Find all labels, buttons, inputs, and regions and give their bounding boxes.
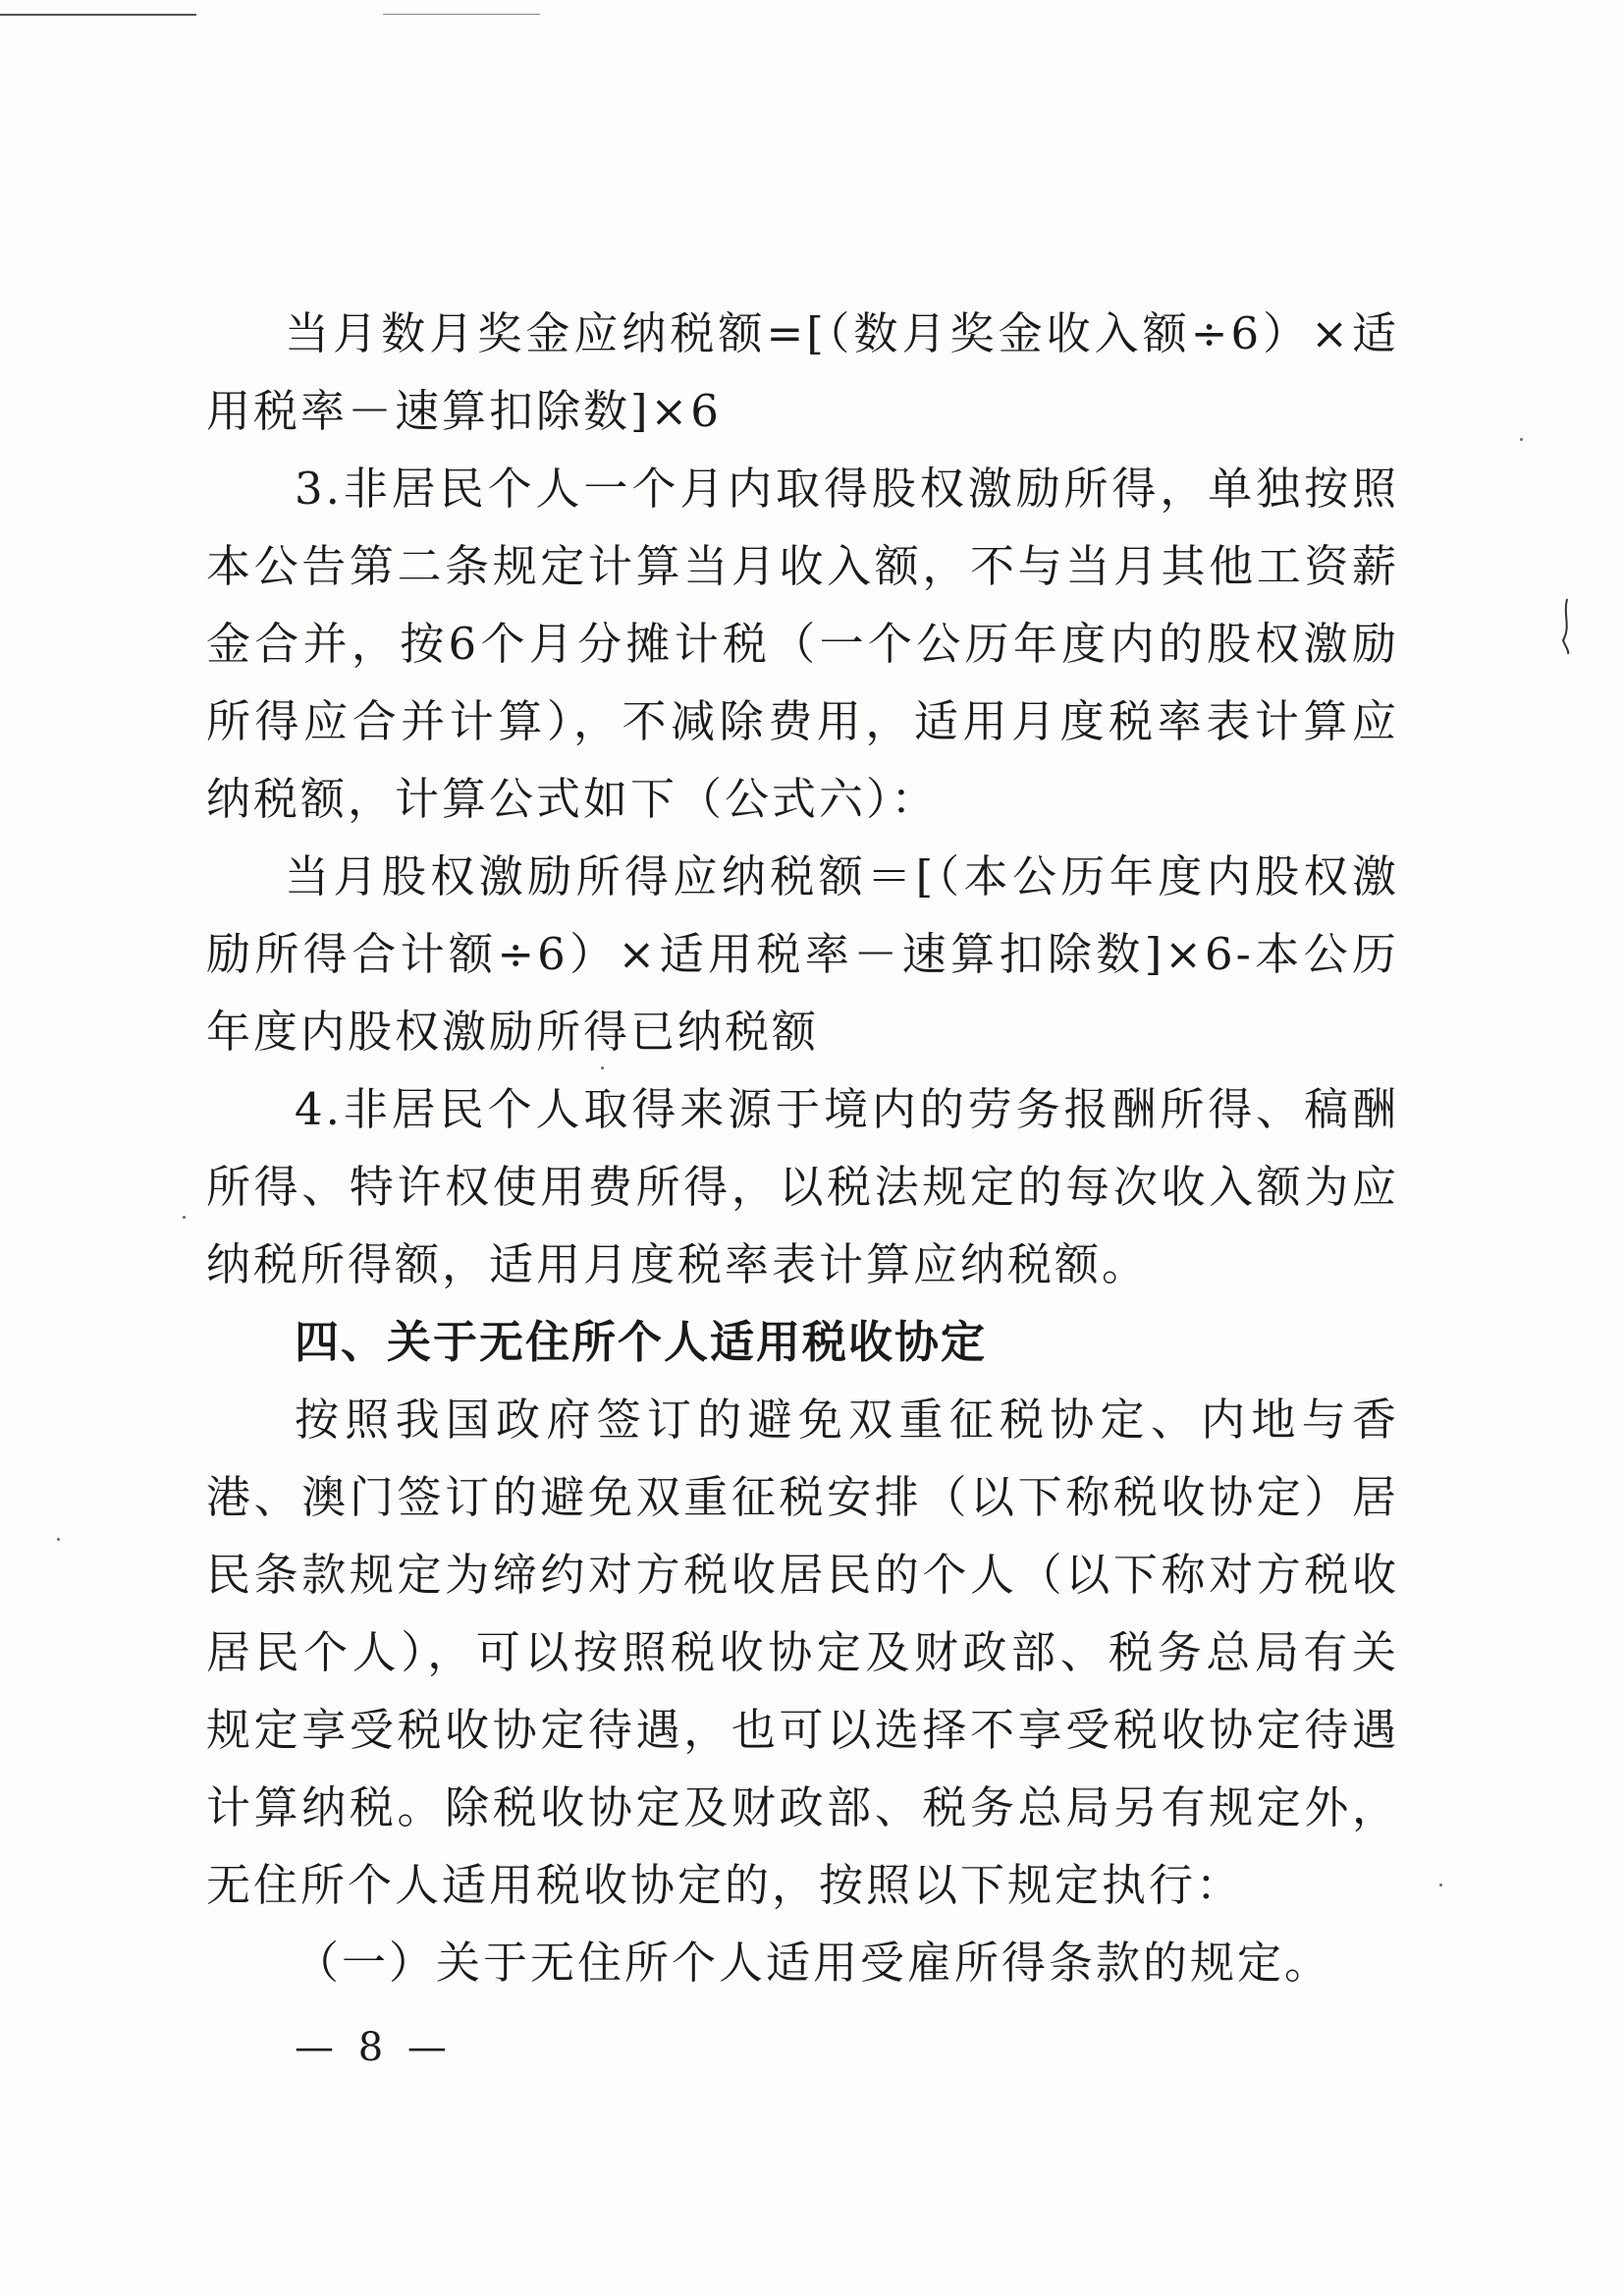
scan-speck [1520,438,1523,441]
scan-speck [1439,1884,1442,1886]
paragraph-item-3: 3.非居民个人一个月内取得股权激励所得，单独按照本公告第二条规定计算当月收入额，不与当月其他工资薪金合并，按6个月分摊计税（一个公历年度内的股权激励所得应合并计算），不减除费用，适用月度税率表计算应纳税额，计算公式如下（公式六）： [206,463,1399,825]
scan-artifact-line [383,14,540,15]
scan-speck [57,1538,60,1541]
scan-artifact-line [0,14,196,16]
paragraph-formula-bonus: 当月数月奖金应纳税额=[（数月奖金收入额÷6）×适用税率－速算扣除数]×6 [206,307,1399,437]
paragraph-item-4: 4.非居民个人取得来源于境内的劳务报酬所得、稿酬所得、特许权使用费所得，以税法规定的每次收入额为应纳税所得额，适用月度税率表计算应纳税额。 [206,1083,1399,1290]
paragraph-formula-equity: 当月股权激励所得应纳税额＝[（本公历年度内股权激励所得合计额÷6）×适用税率－速算扣除数]×6-本公历年度内股权激励所得已纳税额 [206,850,1399,1058]
page-number: — 8 — [295,2025,453,2070]
paragraph-section-4-body: 按照我国政府签订的避免双重征税协定、内地与香港、澳门签订的避免双重征税安排（以下称税收协定）居民条款规定为缔约对方税收居民的个人（以下称对方税收居民个人），可以按照税收协定及财政部、税务总局有关规定享受税收协定待遇，也可以选择不享受税收协定待遇计算纳税。除税收协定及财政部、税务总局另有规定外，无住所个人适用税收协定的，按照以下规定执行： [206,1394,1399,1911]
scan-speck [183,1216,186,1219]
paragraph-subsection-1: （一）关于无住所个人适用受雇所得条款的规定。 [295,1937,1332,1989]
margin-pen-mark [1559,597,1573,656]
section-heading: 四、关于无住所个人适用税收协定 [295,1316,988,1368]
document-body [206,295,1399,2001]
